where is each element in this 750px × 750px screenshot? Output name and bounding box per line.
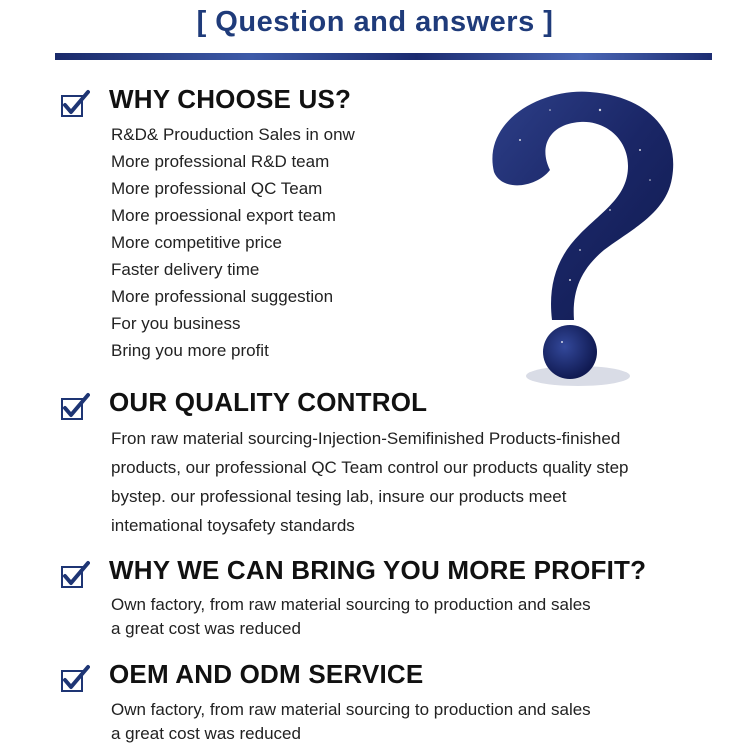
checkbox-check-icon — [60, 559, 90, 589]
list-item: More proessional export team — [111, 206, 336, 225]
text-line: Own factory, from raw material sourcing to production and sales — [111, 700, 591, 719]
benefit-list — [111, 125, 355, 368]
text-line: products, our professional QC Team control our products quality step — [111, 458, 629, 477]
question-mark-icon — [480, 80, 690, 400]
paragraph-lines — [111, 700, 591, 748]
text-line: intemational toysafety standards — [111, 516, 355, 535]
section-title: OEM AND ODM SERVICE — [109, 659, 424, 689]
section-title: OUR QUALITY CONTROL — [109, 387, 428, 417]
checkbox-check-icon — [60, 391, 90, 421]
list-item: Faster delivery time — [111, 260, 260, 279]
paragraph-lines — [111, 429, 629, 545]
list-item: More professional QC Team — [111, 179, 323, 198]
text-line: Fron raw material sourcing-Injection-Semifinished Products-finished — [111, 429, 621, 448]
title-underline — [55, 53, 712, 60]
list-item: More competitive price — [111, 233, 283, 252]
paragraph-lines — [111, 595, 591, 643]
page-title: [ Question and answers ] — [196, 6, 554, 38]
list-item: Bring you more profit — [111, 341, 269, 360]
list-item: For you business — [111, 314, 241, 333]
checkbox-check-icon — [60, 88, 90, 118]
list-item: R&D& Prouduction Sales in onw — [111, 125, 355, 144]
text-line: Own factory, from raw material sourcing to production and sales — [111, 595, 591, 614]
section-title: WHY WE CAN BRING YOU MORE PROFIT? — [109, 555, 647, 585]
text-line: bystep. our professional tesing lab, insure our products meet — [111, 487, 567, 506]
text-line: a great cost was reduced — [111, 619, 301, 638]
checkbox-check-icon — [60, 663, 90, 693]
list-item: More professional R&D team — [111, 152, 330, 171]
text-line: a great cost was reduced — [111, 724, 301, 743]
section-title: WHY CHOOSE US? — [109, 84, 352, 114]
list-item: More professional suggestion — [111, 287, 334, 306]
